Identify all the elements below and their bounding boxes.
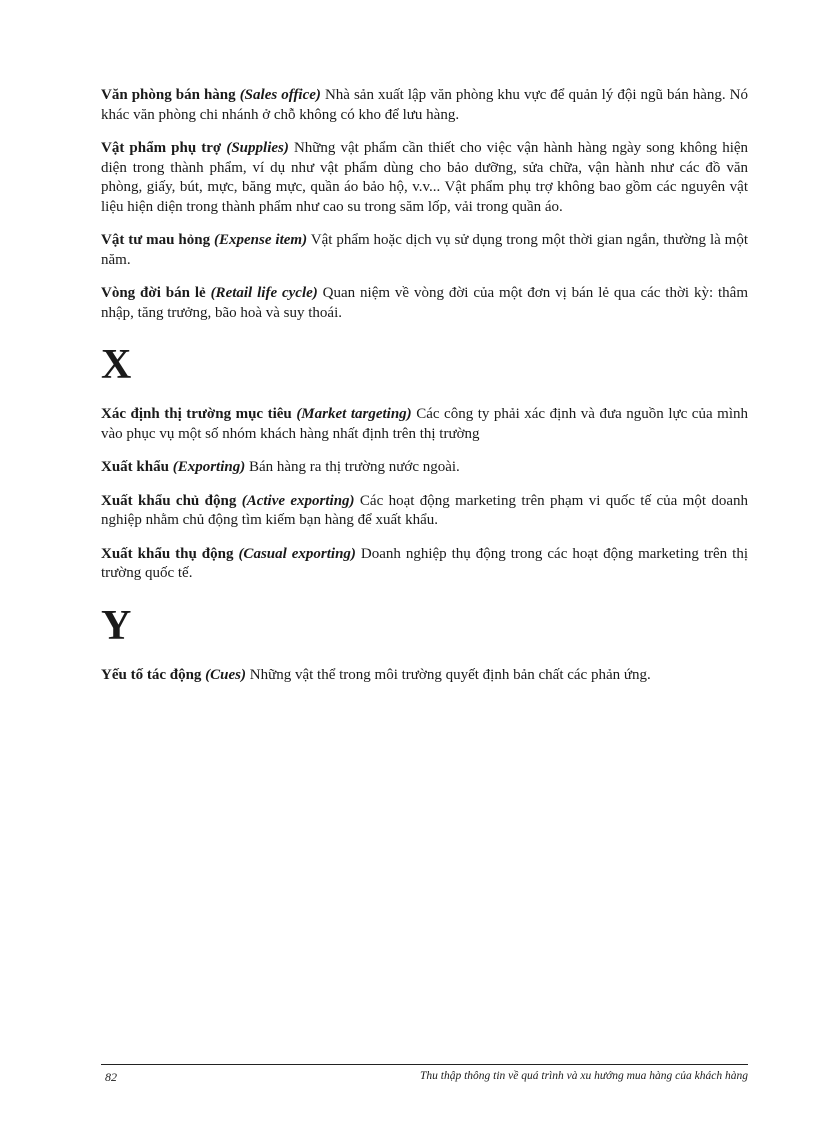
page-footer	[101, 1070, 748, 1085]
entry-english: (Retail life cycle)	[210, 285, 318, 301]
entry-term: Xuất khẩu	[101, 459, 169, 475]
entry-casual-exporting	[101, 545, 748, 584]
entry-supplies	[101, 139, 748, 217]
entry-market-targeting	[101, 405, 748, 444]
entry-definition: Các công ty phải xác định và đưa nguồn lực của mình vào phục vụ một số nhóm khách hàng nhất định trên thị trường	[101, 406, 748, 442]
entry-english: (Market targeting)	[296, 406, 412, 422]
entry-definition: Nhà sản xuất lập văn phòng khu vực để quản lý đội ngũ bán hàng. Nó khác văn phòng chi nhánh ở chỗ không có kho để lưu hàng.	[101, 87, 748, 123]
entry-active-exporting	[101, 492, 748, 531]
entry-definition: Những vật thể trong môi trường quyết định bản chất các phản ứng.	[249, 666, 651, 683]
entry-definition: Vật phẩm hoặc dịch vụ sử dụng trong một thời gian ngắn, thường là một năm.	[101, 232, 749, 268]
entry-term: Vật tư mau hỏng	[101, 232, 211, 248]
entry-term: Xác định thị trường mục tiêu	[101, 406, 292, 422]
entry-english: (Sales office)	[239, 87, 321, 103]
entry-english: (Expense item)	[214, 232, 308, 248]
section-letter-x: X	[101, 342, 132, 388]
entry-expense-item	[101, 231, 748, 270]
entry-term: Vật phẩm phụ trợ	[101, 140, 222, 156]
running-title: Thu thập thông tin về quá trình và xu hướng mua hàng của khách hàng	[420, 1070, 748, 1082]
entry-definition: Doanh nghiệp thụ động trong các hoạt động marketing trên thị trường quốc tế.	[101, 545, 748, 581]
entry-retail-life-cycle	[101, 284, 748, 323]
entry-term: Yếu tố tác động	[101, 666, 202, 683]
section-letter-y: Y	[101, 602, 132, 649]
page-number: 82	[105, 1070, 117, 1084]
entry-term: Vòng đời bán lẻ	[101, 285, 206, 301]
entry-term: Xuất khẩu chủ động	[101, 492, 237, 509]
entry-definition: Bán hàng ra thị trường nước ngoài.	[248, 459, 460, 475]
entry-definition: Những vật phẩm cần thiết cho việc vận hành hàng ngày song không hiện diện trong thành phẩm, ví dụ như vật phẩm dùng cho bảo dưỡng, sửa chữa, vận hành như các đồ văn phòng, giấy, bút, mực, băng mực, quần áo bảo hộ, v.v... Vật phẩm phụ trợ không bao gồm các nguyên vật liệu hiện diện trong thành phẩm như cao su trong săm lốp, vải trong quần áo.	[101, 140, 749, 215]
footer-divider	[101, 1064, 748, 1065]
entry-exporting	[101, 458, 748, 478]
page-content	[101, 86, 748, 699]
entry-english: (Cues)	[205, 666, 247, 683]
entry-term: Xuất khẩu thụ động	[101, 545, 234, 562]
entry-term: Văn phòng bán hàng	[101, 87, 236, 103]
entry-cues	[101, 666, 748, 686]
entry-english: (Casual exporting)	[238, 545, 356, 562]
entry-english: (Supplies)	[226, 140, 289, 156]
entry-definition: Quan niệm về vòng đời của một đơn vị bán lẻ qua các thời kỳ: thâm nhập, tăng trưởng, bão hoà và suy thoái.	[101, 285, 749, 321]
entry-definition: Các hoạt động marketing trên phạm vi quốc tế của một doanh nghiệp nhằm chủ động tìm kiếm bạn hàng để xuất khẩu.	[101, 492, 749, 528]
entry-sales-office	[101, 86, 748, 125]
entry-english: (Exporting)	[172, 459, 246, 475]
entry-english: (Active exporting)	[241, 492, 355, 509]
